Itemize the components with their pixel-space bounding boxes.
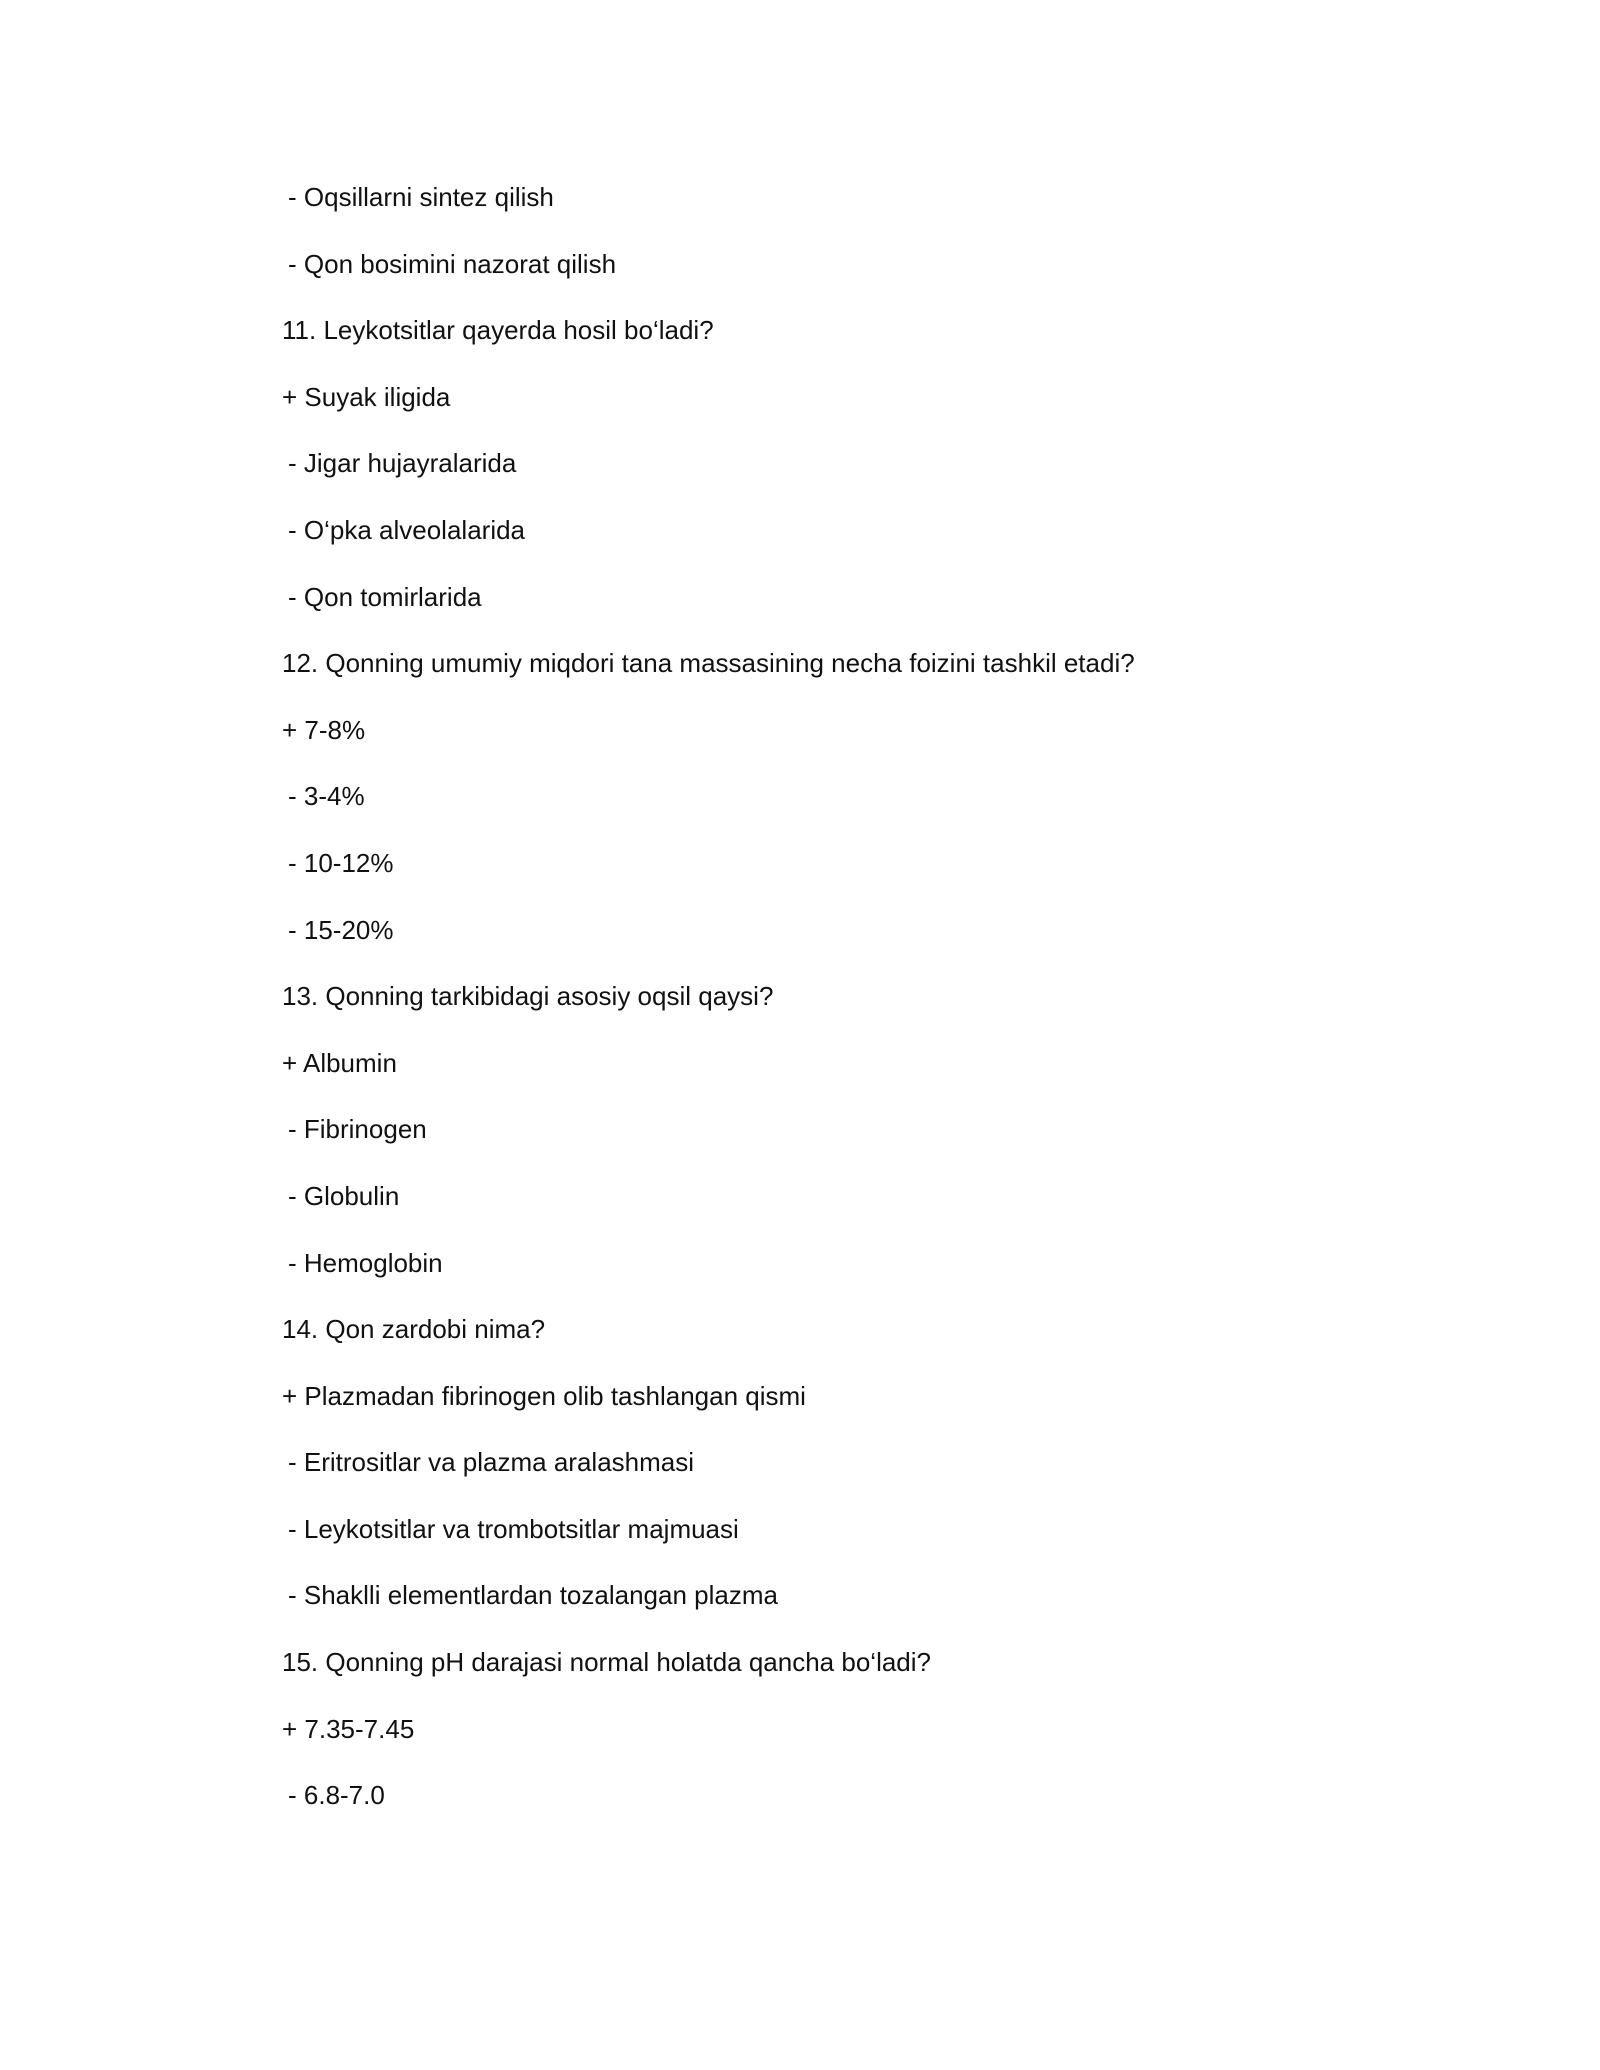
answer-option: - Qon bosimini nazorat qilish	[288, 248, 617, 279]
answer-option: - Fibrinogen	[288, 1114, 427, 1145]
question-11: 11. Leykotsitlar qayerda hosil bo‘ladi?	[282, 315, 714, 346]
correct-answer: + Plazmadan fibrinogen olib tashlangan qismi	[282, 1380, 806, 1411]
answer-option: - 3-4%	[288, 781, 365, 812]
question-14: 14. Qon zardobi nima?	[282, 1314, 546, 1345]
answer-option: - 15-20%	[288, 914, 394, 945]
quiz-content	[282, 182, 1462, 1847]
answer-option: - Oqsillarni sintez qilish	[288, 182, 554, 212]
answer-option: - 10-12%	[288, 847, 394, 878]
correct-answer: + 7.35-7.45	[282, 1713, 415, 1744]
answer-option: - Jigar hujayralarida	[288, 448, 517, 479]
answer-option: - O‘pka alveolalarida	[288, 514, 526, 545]
question-13: 13. Qonning tarkibidagi asosiy oqsil qaysi?	[282, 981, 774, 1012]
question-15: 15. Qonning pH darajasi normal holatda qancha bo‘ladi?	[282, 1647, 931, 1678]
answer-option: - Eritrositlar va plazma aralashmasi	[288, 1447, 695, 1478]
answer-option: - Shaklli elementlardan tozalangan plazma	[288, 1580, 778, 1611]
answer-option: - Hemoglobin	[288, 1247, 443, 1278]
answer-option: - Leykotsitlar va trombotsitlar majmuasi	[288, 1513, 739, 1544]
answer-option: - Qon tomirlarida	[288, 581, 482, 612]
correct-answer: + Suyak iligida	[282, 381, 451, 412]
correct-answer: + Albumin	[282, 1047, 397, 1078]
answer-option: - Globulin	[288, 1180, 400, 1211]
question-12: 12. Qonning umumiy miqdori tana massasining necha foizini tashkil etadi?	[282, 648, 1135, 679]
answer-option: - 6.8-7.0	[288, 1780, 385, 1811]
correct-answer: + 7-8%	[282, 714, 366, 745]
